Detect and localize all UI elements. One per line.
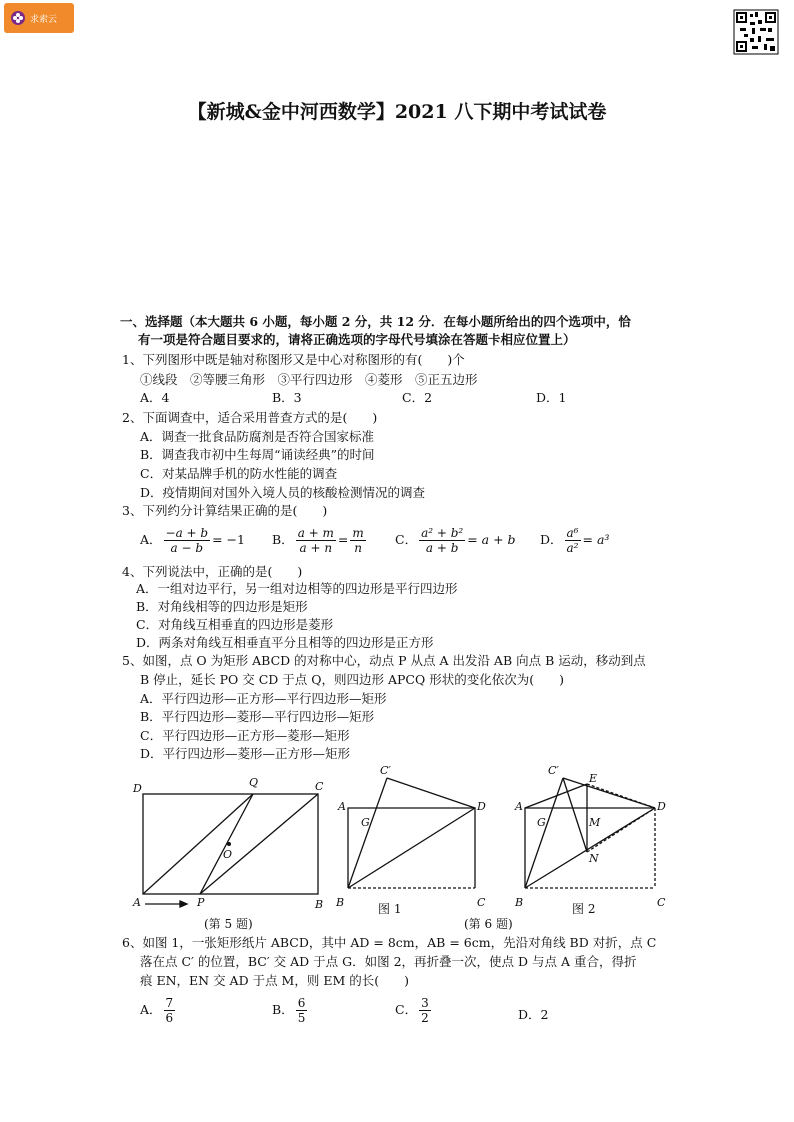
q4-option-d: D．两条对角线互相垂直平分且相等的四边形是正方形 bbox=[136, 635, 434, 650]
svg-text:C′: C′ bbox=[380, 764, 391, 777]
q2-stem: 2、下面调查中，适合采用普查方式的是( ) bbox=[122, 410, 378, 425]
svg-text:G: G bbox=[361, 816, 370, 829]
svg-text:G: G bbox=[537, 816, 546, 829]
q6-line3: 痕 EN，EN 交 AD 于点 M，则 EM 的长( ) bbox=[140, 973, 409, 988]
q5-line1: 5、如图，点 O 为矩形 ABCD 的对称中心，动点 P 从点 A 出发沿 AB 向点 B 运动，移动到点 bbox=[122, 653, 646, 668]
q2-option-a: A．调查一批食品防腐剂是否符合国家标准 bbox=[140, 429, 375, 444]
q4-option-b: B．对角线相等的四边形是矩形 bbox=[136, 599, 308, 614]
q1-option-d: D．1 bbox=[536, 390, 567, 405]
q4-stem: 4、下列说法中，正确的是( ) bbox=[122, 564, 303, 579]
logo-text: 求索云 bbox=[30, 14, 58, 25]
q1-items: ①线段 ②等腰三角形 ③平行四边形 ④菱形 ⑤正五边形 bbox=[140, 372, 478, 387]
svg-text:A: A bbox=[338, 800, 346, 813]
q6-option-b: B． $\frac{6}{5}$ bbox=[272, 996, 306, 1025]
caption-fig1: 图 1 bbox=[378, 902, 402, 916]
svg-text:O: O bbox=[223, 848, 233, 861]
svg-text:P: P bbox=[197, 896, 205, 909]
caption-q6: (第 6 题) bbox=[464, 917, 513, 931]
q4-option-c: C．对角线互相垂直的四边形是菱形 bbox=[136, 617, 334, 632]
q6-option-d: D．2 bbox=[518, 1007, 549, 1022]
svg-text:C: C bbox=[315, 780, 324, 793]
svg-text:B: B bbox=[336, 896, 345, 909]
svg-text:Q: Q bbox=[249, 776, 259, 789]
svg-text:A: A bbox=[133, 896, 141, 909]
svg-text:M: M bbox=[589, 816, 601, 829]
svg-text:B: B bbox=[315, 898, 324, 910]
q6-line1: 6、如图 1，一张矩形纸片 ABCD，其中 AD = 8cm，AB = 6cm，先沿对角线 BD 对折，点 C bbox=[122, 935, 657, 950]
q2-option-d: D．疫情期间对国外入境人员的核酸检测情况的调查 bbox=[140, 485, 426, 500]
q3-option-b: B． $\frac{a + m}{a + n}$ = $\frac{m}{n}$ bbox=[272, 526, 364, 555]
q1-option-c: C．2 bbox=[402, 390, 433, 405]
page-title: 【新城&金中河西数学】2021 八下期中考试试卷 bbox=[187, 101, 607, 123]
q6-line2: 落在点 C′ 的位置，BC′ 交 AD 于点 G．如图 2，再折叠一次，使点 D 与点 A 重合，得折 bbox=[140, 954, 637, 969]
qr-code-icon bbox=[732, 4, 780, 56]
figures bbox=[125, 760, 695, 910]
caption-fig2: 图 2 bbox=[572, 902, 596, 916]
logo bbox=[4, 3, 74, 33]
svg-text:C: C bbox=[657, 896, 666, 909]
q3-stem: 3、下列约分计算结果正确的是( ) bbox=[122, 503, 328, 518]
q4-option-a: A．一组对边平行，另一组对边相等的四边形是平行四边形 bbox=[136, 581, 458, 596]
q6-option-a: A． $\frac{7}{6}$ bbox=[140, 996, 174, 1025]
svg-text:D: D bbox=[133, 782, 142, 795]
svg-text:C: C bbox=[477, 896, 486, 909]
q3-option-a: A． $\frac{-a + b}{a - b}$ = −1 bbox=[140, 526, 245, 555]
q6-option-c: C． $\frac{3}{2}$ bbox=[395, 996, 429, 1025]
svg-text:N: N bbox=[589, 852, 599, 865]
q5-option-a: A．平行四边形—正方形—平行四边形—矩形 bbox=[140, 691, 387, 706]
svg-text:D: D bbox=[477, 800, 486, 813]
figure-q6-2 bbox=[525, 778, 655, 888]
caption-q5: (第 5 题) bbox=[204, 917, 253, 931]
svg-text:D: D bbox=[657, 800, 666, 813]
q2-option-b: B．调查我市初中生每周“诵读经典”的时间 bbox=[140, 447, 375, 462]
svg-text:B: B bbox=[515, 896, 524, 909]
q3-option-d: D． $\frac{\text{a⁶}}{\text{a²}}$ = a³ bbox=[540, 526, 610, 555]
q5-option-c: C．平行四边形—正方形—菱形—矩形 bbox=[140, 728, 350, 743]
q5-option-b: B．平行四边形—菱形—平行四边形—矩形 bbox=[140, 709, 375, 724]
q1-option-a: A．4 bbox=[140, 390, 170, 405]
q1-stem: 1、下列图形中既是轴对称图形又是中心对称图形的有( )个 bbox=[122, 352, 465, 367]
flower-icon bbox=[10, 10, 26, 26]
section-heading-line2: 有一项是符合题目要求的，请将正确选项的字母代号填涂在答题卡相应位置上） bbox=[138, 332, 576, 347]
q1-option-b: B．3 bbox=[272, 390, 302, 405]
q2-option-c: C．对某品牌手机的防水性能的调查 bbox=[140, 466, 338, 481]
q5-line2: B 停止，延长 PO 交 CD 于点 Q，则四边形 APCQ 形状的变化依次为( ) bbox=[140, 672, 564, 687]
svg-text:C′: C′ bbox=[548, 764, 559, 777]
q5-option-d: D．平行四边形—菱形—正方形—矩形 bbox=[140, 746, 351, 761]
figure-q6-1 bbox=[348, 778, 475, 888]
svg-text:A: A bbox=[515, 800, 523, 813]
section-heading-line1: 一、选择题（本大题共 6 小题，每小题 2 分，共 12 分．在每小题所给出的四个选项中，恰 bbox=[120, 314, 631, 329]
q3-option-c: C． $\frac{\text{a² + b²}}{a + b}$ = a + b bbox=[395, 526, 516, 555]
svg-text:E: E bbox=[589, 772, 598, 785]
